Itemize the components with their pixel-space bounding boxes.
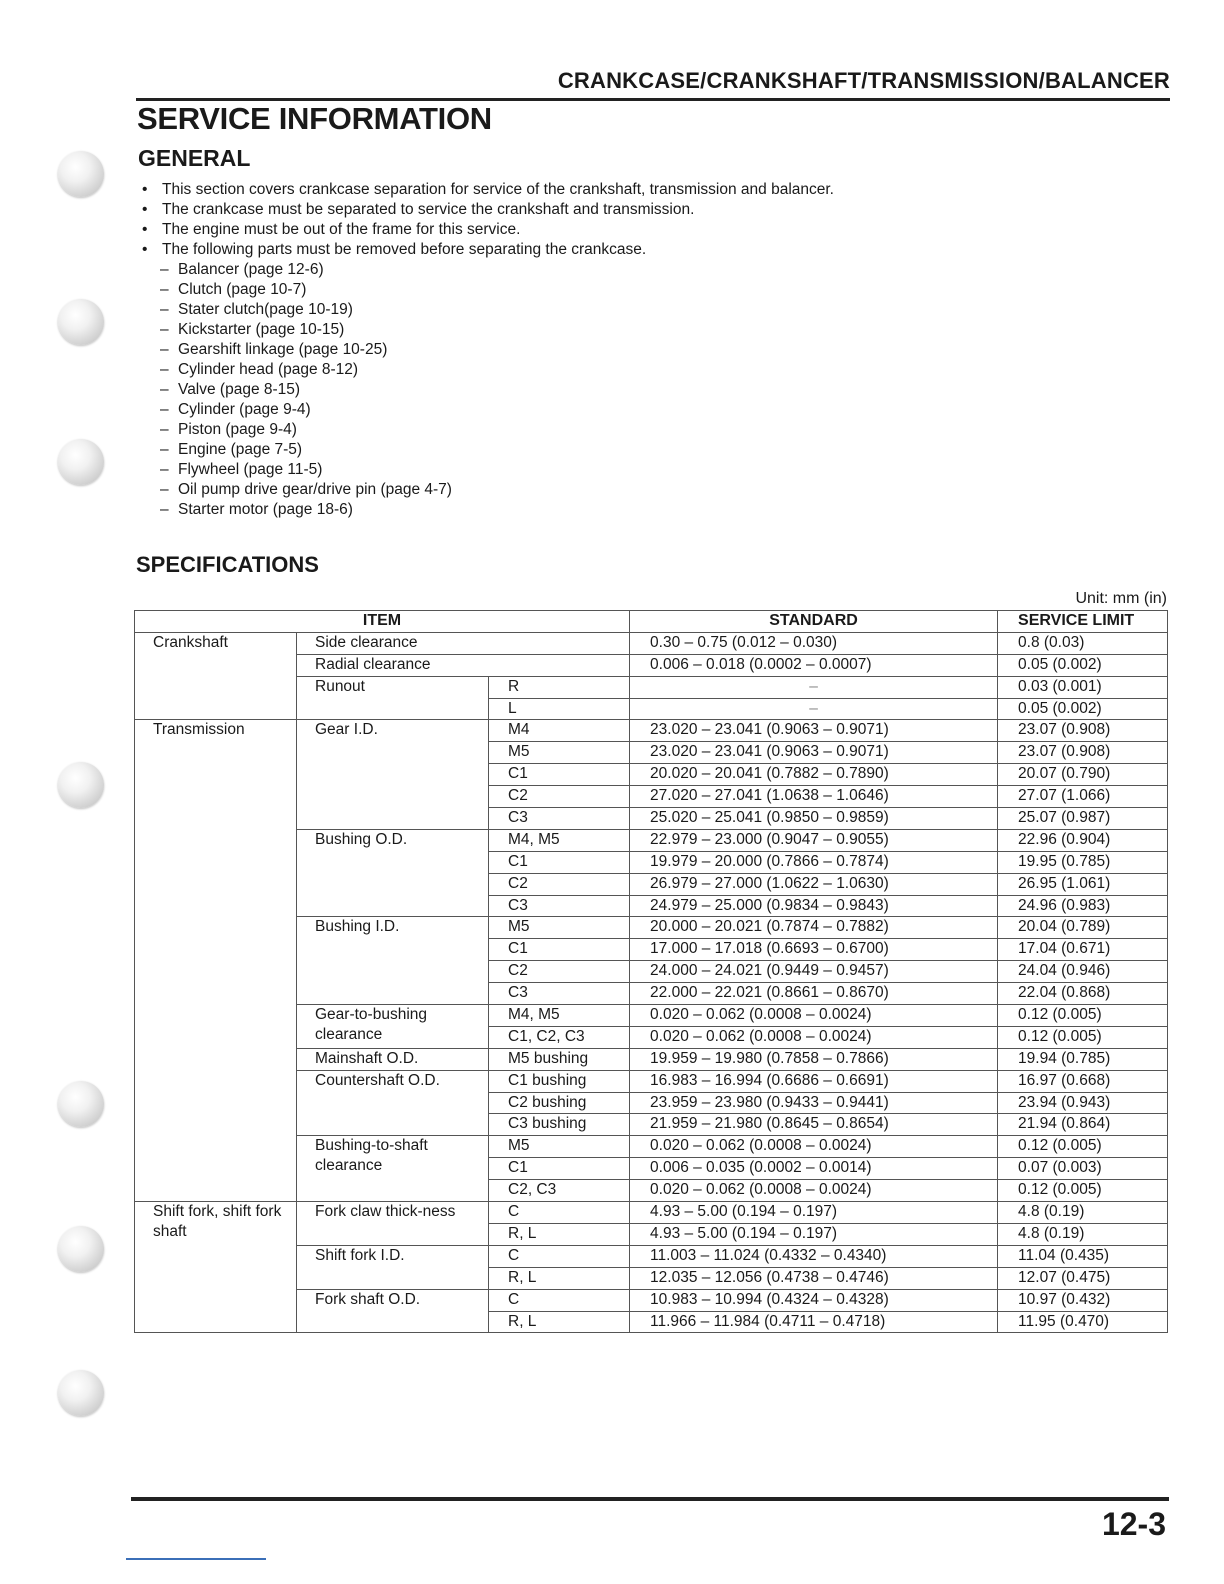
standard-value: 0.006 – 0.035 (0.0002 – 0.0014)	[630, 1158, 998, 1180]
item-label: Bushing O.D.	[297, 829, 489, 917]
binder-hole	[58, 1370, 104, 1416]
sub-label: R, L	[489, 1311, 630, 1333]
page-number: 12-3	[1101, 1506, 1166, 1542]
standard-value: 12.035 – 12.056 (0.4738 – 0.4746)	[630, 1267, 998, 1289]
standard-value: 11.966 – 11.984 (0.4711 – 0.4718)	[630, 1311, 998, 1333]
item-label: Bushing I.D.	[297, 917, 489, 1005]
part-item: – Valve (page 8-15)	[140, 380, 1040, 400]
group-label: Transmission	[135, 720, 297, 1202]
part-item: – Engine (page 7-5)	[140, 440, 1040, 460]
limit-value: 0.05 (0.002)	[998, 698, 1168, 720]
bullet-item: • This section covers crankcase separation for service of the crankshaft, transmission and balancer.	[140, 180, 1040, 200]
sub-label: M4	[489, 720, 630, 742]
limit-value: 25.07 (0.987)	[998, 808, 1168, 830]
specifications-table	[134, 610, 1168, 1333]
sub-label: M5	[489, 742, 630, 764]
standard-value: 21.959 – 21.980 (0.8645 – 0.8654)	[630, 1114, 998, 1136]
limit-value: 23.07 (0.908)	[998, 742, 1168, 764]
limit-value: 0.03 (0.001)	[998, 676, 1168, 698]
standard-value: 0.30 – 0.75 (0.012 – 0.030)	[630, 632, 998, 654]
binder-hole	[58, 1081, 104, 1127]
limit-value: 10.97 (0.432)	[998, 1289, 1168, 1311]
header-standard: STANDARD	[630, 611, 998, 633]
sub-label: M4, M5	[489, 1005, 630, 1027]
limit-value: 23.07 (0.908)	[998, 720, 1168, 742]
standard-value: 0.020 – 0.062 (0.0008 – 0.0024)	[630, 1005, 998, 1027]
part-item: – Starter motor (page 18-6)	[140, 500, 1040, 520]
limit-value: 0.12 (0.005)	[998, 1136, 1168, 1158]
standard-value: 27.020 – 27.041 (1.0638 – 1.0646)	[630, 786, 998, 808]
item-label: Mainshaft O.D.	[297, 1048, 489, 1070]
specifications-heading: SPECIFICATIONS	[136, 552, 319, 577]
table-row	[135, 720, 1168, 742]
limit-value: 20.07 (0.790)	[998, 764, 1168, 786]
standard-value: 17.000 – 17.018 (0.6693 – 0.6700)	[630, 939, 998, 961]
footer-rule	[131, 1497, 1169, 1501]
sub-label: C	[489, 1245, 630, 1267]
sub-label: M5 bushing	[489, 1048, 630, 1070]
limit-value: 11.95 (0.470)	[998, 1311, 1168, 1333]
item-label: Gear I.D.	[297, 720, 489, 829]
limit-value: 19.94 (0.785)	[998, 1048, 1168, 1070]
standard-value: 19.979 – 20.000 (0.7866 – 0.7874)	[630, 851, 998, 873]
binder-hole	[58, 151, 104, 197]
sub-label: C3	[489, 895, 630, 917]
bullet-item: • The crankcase must be separated to service the crankshaft and transmission.	[140, 200, 1040, 220]
standard-value: 4.93 – 5.00 (0.194 – 0.197)	[630, 1223, 998, 1245]
standard-value: 25.020 – 25.041 (0.9850 – 0.9859)	[630, 808, 998, 830]
limit-value: 0.12 (0.005)	[998, 1180, 1168, 1202]
limit-value: 12.07 (0.475)	[998, 1267, 1168, 1289]
sub-label: C3	[489, 808, 630, 830]
sub-label: L	[489, 698, 630, 720]
limit-value: 22.96 (0.904)	[998, 829, 1168, 851]
part-item: – Stater clutch(page 10-19)	[140, 300, 1040, 320]
sub-label: M4, M5	[489, 829, 630, 851]
sub-label: R, L	[489, 1267, 630, 1289]
standard-value: 22.979 – 23.000 (0.9047 – 0.9055)	[630, 829, 998, 851]
sub-label: C3	[489, 983, 630, 1005]
limit-value: 11.04 (0.435)	[998, 1245, 1168, 1267]
sub-label: R	[489, 676, 630, 698]
header-service-limit: SERVICE LIMIT	[998, 611, 1168, 633]
group-label: Crankshaft	[135, 632, 297, 720]
limit-value: 26.95 (1.061)	[998, 873, 1168, 895]
binder-hole	[58, 299, 104, 345]
limit-value: 0.12 (0.005)	[998, 1005, 1168, 1027]
table-row	[135, 1202, 1168, 1224]
sub-label: C3 bushing	[489, 1114, 630, 1136]
header-item: ITEM	[135, 611, 630, 633]
standard-value: 24.979 – 25.000 (0.9834 – 0.9843)	[630, 895, 998, 917]
limit-value: 0.07 (0.003)	[998, 1158, 1168, 1180]
item-label: Fork claw thick-ness	[297, 1202, 489, 1246]
part-item: – Kickstarter (page 10-15)	[140, 320, 1040, 340]
standard-value: 0.020 – 0.062 (0.0008 – 0.0024)	[630, 1136, 998, 1158]
sub-label: M5	[489, 917, 630, 939]
bullet-item: • The engine must be out of the frame for this service.	[140, 220, 1040, 240]
standard-value: 23.020 – 23.041 (0.9063 – 0.9071)	[630, 742, 998, 764]
standard-value: 0.020 – 0.062 (0.0008 – 0.0024)	[630, 1180, 998, 1202]
sub-label: C1	[489, 851, 630, 873]
sub-label: C1	[489, 1158, 630, 1180]
binder-hole	[58, 439, 104, 485]
group-label: Shift fork, shift fork shaft	[135, 1202, 297, 1333]
limit-value: 21.94 (0.864)	[998, 1114, 1168, 1136]
limit-value: 20.04 (0.789)	[998, 917, 1168, 939]
sub-label: C	[489, 1202, 630, 1224]
standard-value: 0.006 – 0.018 (0.0002 – 0.0007)	[630, 654, 998, 676]
part-item: – Cylinder head (page 8-12)	[140, 360, 1040, 380]
sub-label: C2, C3	[489, 1180, 630, 1202]
limit-value: 0.12 (0.005)	[998, 1026, 1168, 1048]
binder-hole	[58, 1226, 104, 1272]
standard-value: 20.000 – 20.021 (0.7874 – 0.7882)	[630, 917, 998, 939]
standard-value: 26.979 – 27.000 (1.0622 – 1.0630)	[630, 873, 998, 895]
standard-value: 16.983 – 16.994 (0.6686 – 0.6691)	[630, 1070, 998, 1092]
standard-value: 23.020 – 23.041 (0.9063 – 0.9071)	[630, 720, 998, 742]
standard-value: –	[630, 676, 998, 698]
item-label: Countershaft O.D.	[297, 1070, 489, 1136]
sub-label: C2	[489, 873, 630, 895]
standard-value: 22.000 – 22.021 (0.8661 – 0.8670)	[630, 983, 998, 1005]
limit-value: 24.04 (0.946)	[998, 961, 1168, 983]
unit-label: Unit: mm (in)	[1075, 590, 1167, 607]
item-label: Runout	[297, 676, 489, 720]
binder-hole	[58, 762, 104, 808]
item-label: Gear-to-bushing clearance	[297, 1005, 489, 1049]
part-item: – Piston (page 9-4)	[140, 420, 1040, 440]
standard-value: 19.959 – 19.980 (0.7858 – 0.7866)	[630, 1048, 998, 1070]
item-label: Bushing-to-shaft clearance	[297, 1136, 489, 1202]
part-item: – Flywheel (page 11-5)	[140, 460, 1040, 480]
sub-label: C1 bushing	[489, 1070, 630, 1092]
limit-value: 27.07 (1.066)	[998, 786, 1168, 808]
section-header: CRANKCASE/CRANKSHAFT/TRANSMISSION/BALANCER	[136, 66, 1170, 101]
bullet-item: • The following parts must be removed before separating the crankcase.	[140, 240, 1040, 260]
sub-label: M5	[489, 1136, 630, 1158]
general-list	[140, 180, 1040, 520]
standard-value: 11.003 – 11.024 (0.4332 – 0.4340)	[630, 1245, 998, 1267]
item-label: Side clearance	[297, 632, 630, 654]
sub-label: R, L	[489, 1223, 630, 1245]
part-item: – Oil pump drive gear/drive pin (page 4-7)	[140, 480, 1040, 500]
sub-label: C1, C2, C3	[489, 1026, 630, 1048]
standard-value: 20.020 – 20.041 (0.7882 – 0.7890)	[630, 764, 998, 786]
part-item: – Cylinder (page 9-4)	[140, 400, 1040, 420]
sub-label: C1	[489, 764, 630, 786]
item-label: Shift fork I.D.	[297, 1245, 489, 1289]
standard-value: 10.983 – 10.994 (0.4324 – 0.4328)	[630, 1289, 998, 1311]
limit-value: 23.94 (0.943)	[998, 1092, 1168, 1114]
part-item: – Gearshift linkage (page 10-25)	[140, 340, 1040, 360]
sub-label: C2 bushing	[489, 1092, 630, 1114]
sub-label: C	[489, 1289, 630, 1311]
limit-value: 22.04 (0.868)	[998, 983, 1168, 1005]
general-heading: GENERAL	[138, 145, 251, 171]
table-header-row	[135, 611, 1168, 633]
part-item: – Balancer (page 12-6)	[140, 260, 1040, 280]
standard-value: –	[630, 698, 998, 720]
item-label: Fork shaft O.D.	[297, 1289, 489, 1333]
sub-label: C1	[489, 939, 630, 961]
item-label: Radial clearance	[297, 654, 630, 676]
sub-label: C2	[489, 786, 630, 808]
limit-value: 4.8 (0.19)	[998, 1202, 1168, 1224]
standard-value: 4.93 – 5.00 (0.194 – 0.197)	[630, 1202, 998, 1224]
limit-value: 16.97 (0.668)	[998, 1070, 1168, 1092]
sub-label: C2	[489, 961, 630, 983]
limit-value: 4.8 (0.19)	[998, 1223, 1168, 1245]
limit-value: 17.04 (0.671)	[998, 939, 1168, 961]
corner-mark	[126, 1558, 266, 1560]
standard-value: 23.959 – 23.980 (0.9433 – 0.9441)	[630, 1092, 998, 1114]
limit-value: 24.96 (0.983)	[998, 895, 1168, 917]
page-title: SERVICE INFORMATION	[137, 101, 492, 136]
limit-value: 19.95 (0.785)	[998, 851, 1168, 873]
standard-value: 0.020 – 0.062 (0.0008 – 0.0024)	[630, 1026, 998, 1048]
table-row	[135, 632, 1168, 654]
standard-value: 24.000 – 24.021 (0.9449 – 0.9457)	[630, 961, 998, 983]
part-item: – Clutch (page 10-7)	[140, 280, 1040, 300]
limit-value: 0.05 (0.002)	[998, 654, 1168, 676]
limit-value: 0.8 (0.03)	[998, 632, 1168, 654]
